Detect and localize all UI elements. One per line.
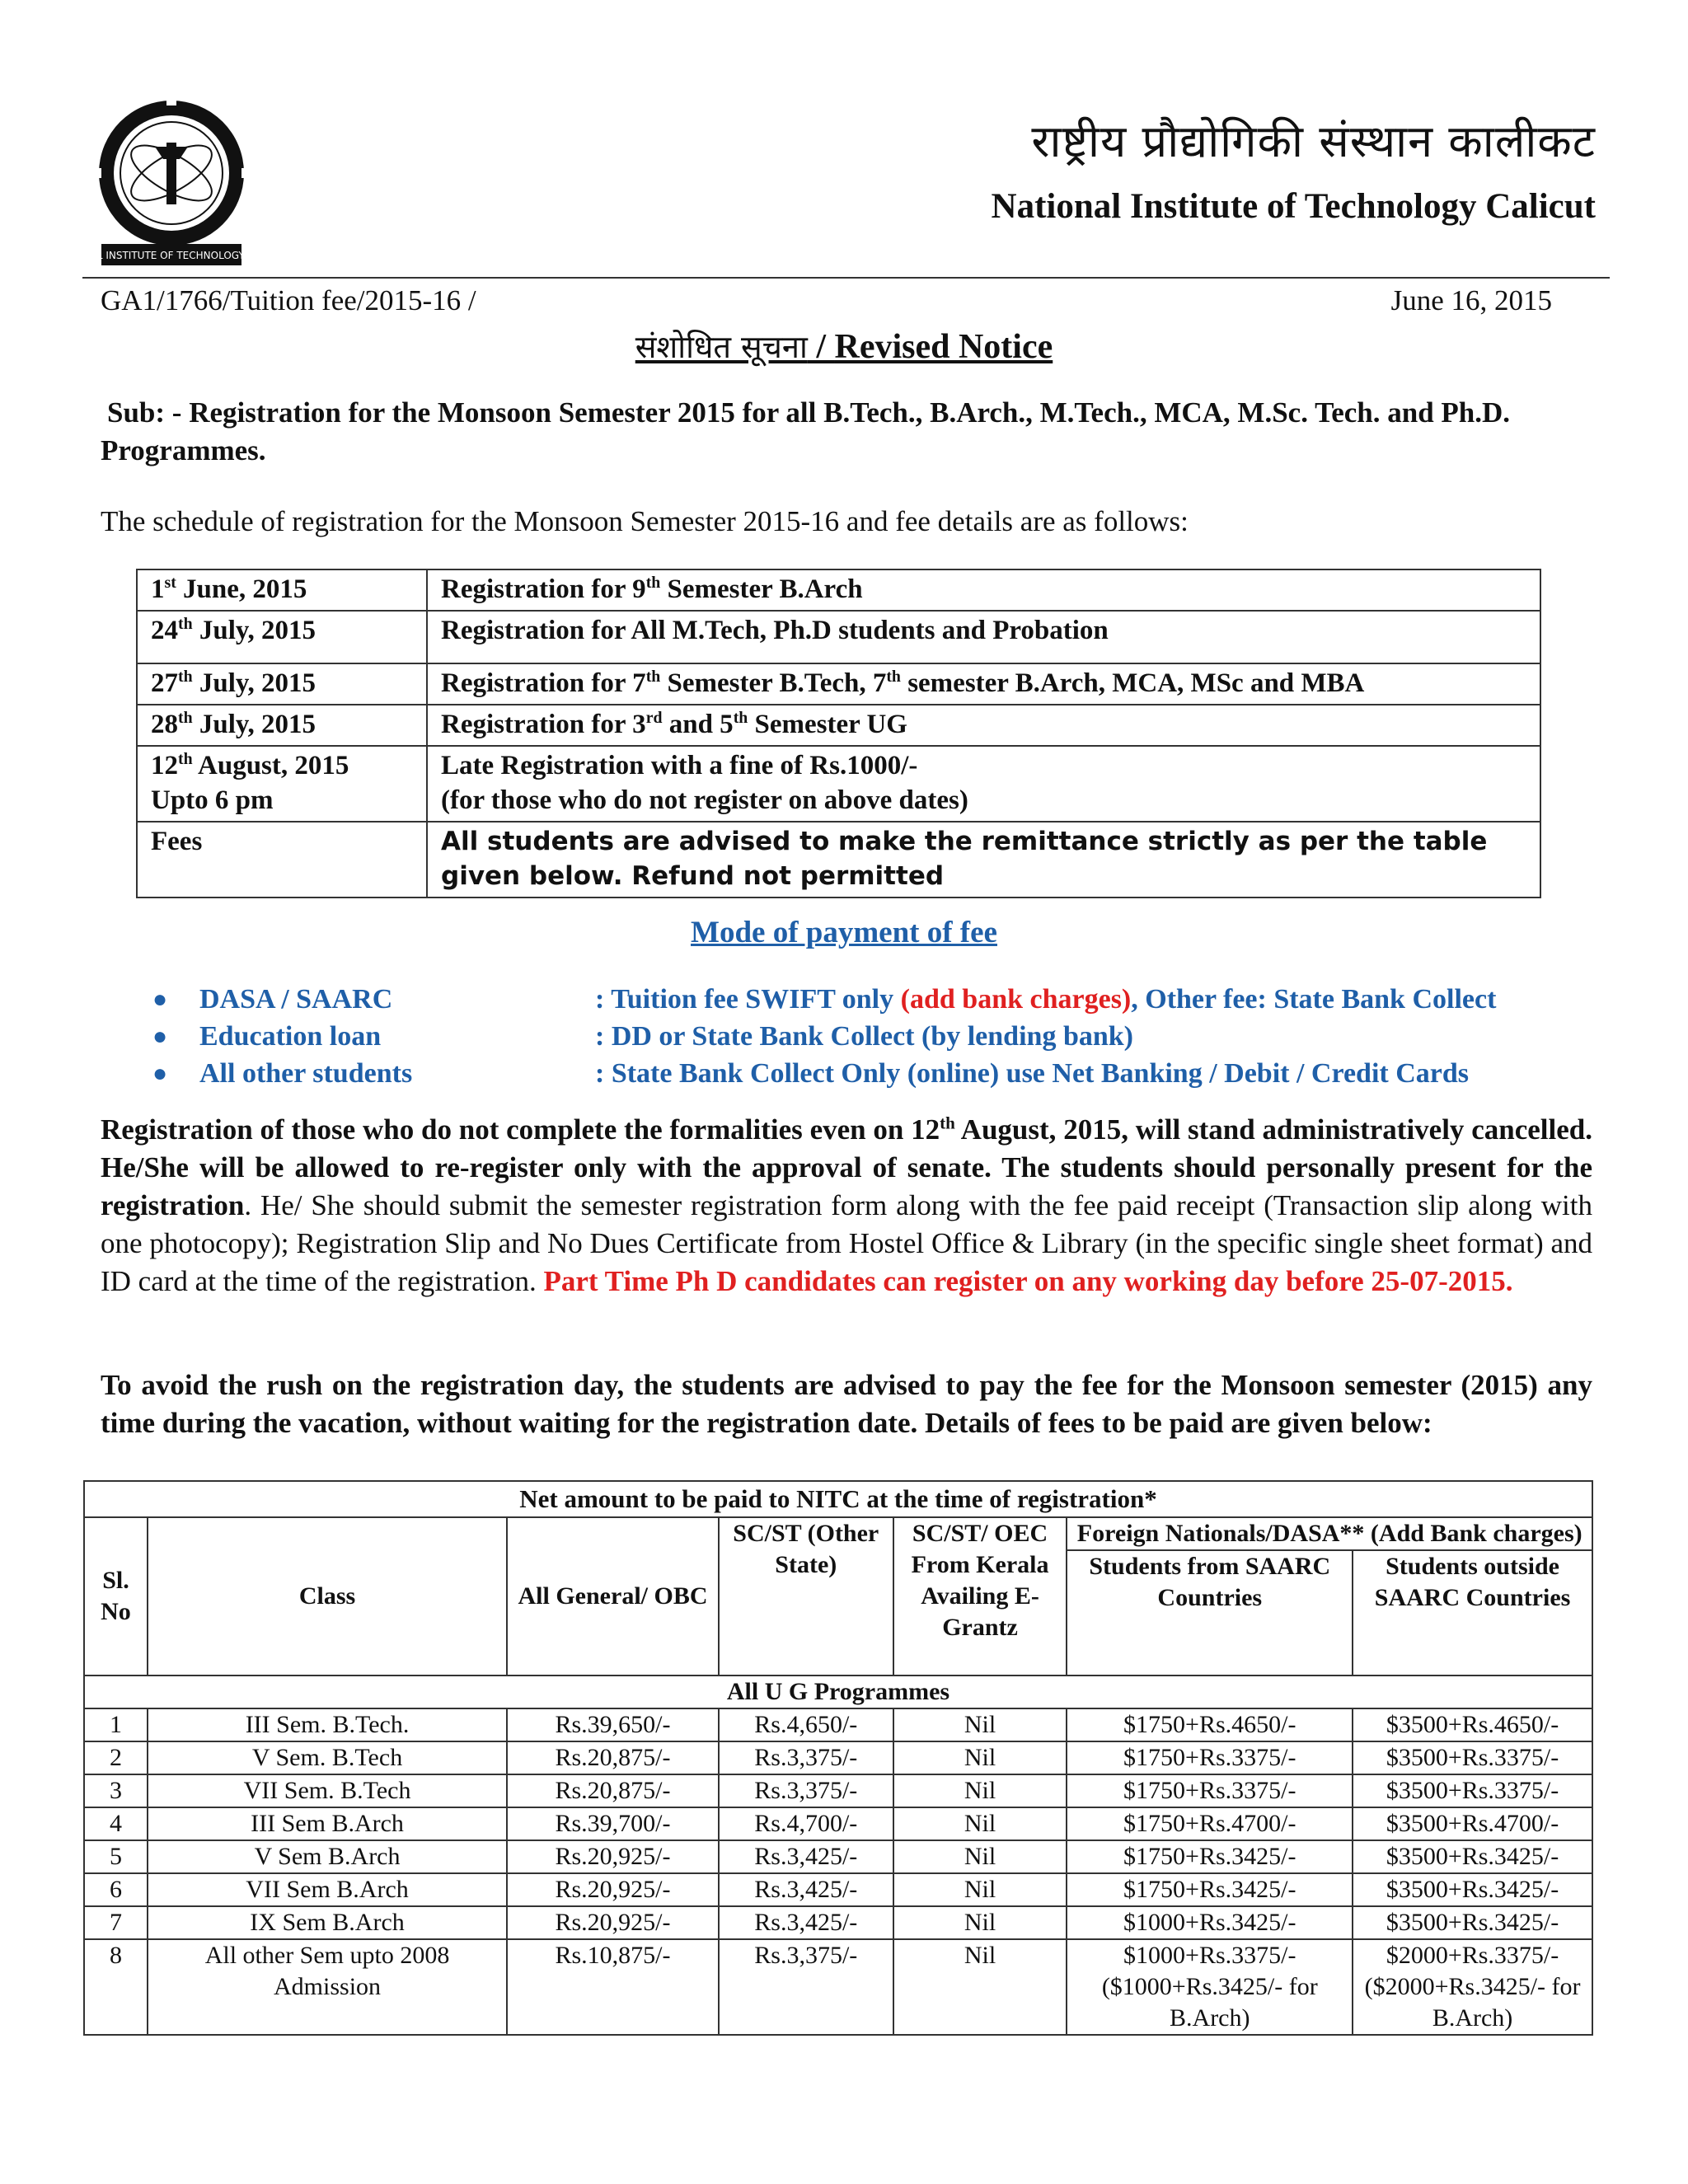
cell-general: Rs.20,925/-	[507, 1873, 719, 1906]
cell-kerala: Nil	[893, 1939, 1067, 2035]
payment-description: : Tuition fee SWIFT only (add bank charges), Other fee: State Bank Collect	[595, 983, 1497, 1015]
cell-class: VII Sem. B.Tech	[148, 1774, 507, 1807]
notice-title-hindi: संशोधित सूचना	[635, 329, 808, 365]
part-time-phd-alert: Part Time Ph D candidates can register on any working day before 25-07-2015.	[543, 1265, 1513, 1297]
nitc-logo	[53, 97, 290, 270]
table-row	[84, 1939, 1592, 2035]
cell-saarc: $1750+Rs.3375/-	[1067, 1774, 1353, 1807]
cell-kerala: Nil	[893, 1906, 1067, 1939]
col-header-outside-saarc: Students outside SAARC Countries	[1353, 1550, 1592, 1675]
notice-title	[0, 325, 1688, 368]
notice-title-english: Revised Notice	[834, 328, 1053, 366]
schedule-date: 27th July, 2015	[137, 663, 427, 705]
cell-saarc: $1750+Rs.4700/-	[1067, 1807, 1353, 1840]
schedule-date: 12th August, 2015 Upto 6 pm	[137, 746, 427, 822]
cell-general: Rs.20,925/-	[507, 1840, 719, 1873]
fees-table	[83, 1480, 1593, 2036]
institute-english-name: National Institute of Technology Calicut	[991, 187, 1596, 226]
payment-description: : DD or State Bank Collect (by lending bank)	[595, 1020, 1133, 1052]
header-divider	[82, 277, 1610, 279]
cell-general: Rs.39,700/-	[507, 1807, 719, 1840]
schedule-event: All students are advised to make the remittance strictly as per the table given below. Refund not permitted	[427, 822, 1540, 898]
table-row	[84, 1741, 1592, 1774]
cell-kerala: Nil	[893, 1807, 1067, 1840]
table-row	[84, 1517, 1592, 1550]
col-header-general: All General/ OBC	[507, 1517, 719, 1675]
cell-scst: Rs.3,375/-	[719, 1939, 893, 2035]
cell-outside: $3500+Rs.3425/-	[1353, 1906, 1592, 1939]
cell-general: Rs.20,875/-	[507, 1774, 719, 1807]
cell-saarc: $1750+Rs.3425/-	[1067, 1840, 1353, 1873]
table-row	[84, 1675, 1592, 1708]
bullet-icon: ●	[152, 985, 168, 1013]
intro-text: The schedule of registration for the Monsoon Semester 2015-16 and fee details are as follows:	[101, 505, 1189, 537]
cell-sl: 6	[84, 1873, 148, 1906]
schedule-date: 24th July, 2015	[137, 611, 427, 663]
schedule-event: Registration for All M.Tech, Ph.D students and Probation	[427, 611, 1540, 663]
cell-sl: 7	[84, 1906, 148, 1939]
col-header-class: Class	[148, 1517, 507, 1675]
cell-sl: 1	[84, 1708, 148, 1741]
table-row	[84, 1708, 1592, 1741]
cell-outside: $3500+Rs.4650/-	[1353, 1708, 1592, 1741]
institute-hindi-name: राष्ट्रीय प्रौद्योगिकी संस्थान कालीकट	[1031, 115, 1596, 167]
schedule-date: Fees	[137, 822, 427, 898]
fees-table-title: Net amount to be paid to NITC at the time of registration*	[84, 1481, 1592, 1517]
cell-scst: Rs.4,650/-	[719, 1708, 893, 1741]
cell-kerala: Nil	[893, 1774, 1067, 1807]
cell-class: VII Sem B.Arch	[148, 1873, 507, 1906]
cell-kerala: Nil	[893, 1741, 1067, 1774]
cell-scst: Rs.3,375/-	[719, 1741, 893, 1774]
cell-general: Rs.20,875/-	[507, 1741, 719, 1774]
cell-saarc: $1000+Rs.3425/-	[1067, 1906, 1353, 1939]
cell-class: III Sem B.Arch	[148, 1807, 507, 1840]
notice-date: June 16, 2015	[1390, 284, 1552, 316]
schedule-date: 1st June, 2015	[137, 569, 427, 611]
cell-sl: 2	[84, 1741, 148, 1774]
cell-sl: 3	[84, 1774, 148, 1807]
cell-class: All other Sem upto 2008 Admission	[148, 1939, 507, 2035]
cell-scst: Rs.4,700/-	[719, 1807, 893, 1840]
advance-payment-advice: To avoid the rush on the registration day, the students are advised to pay the fee for the Monsoon semester (2015) any time during the vacation, without waiting for the registration date. Details of fees to be paid are given below:	[101, 1369, 1592, 1439]
cell-sl: 8	[84, 1939, 148, 2035]
schedule-event: Registration for 7th Semester B.Tech, 7th semester B.Arch, MCA, MSc and MBA	[427, 663, 1540, 705]
table-row	[84, 1481, 1592, 1517]
schedule-table	[136, 569, 1541, 898]
table-row	[84, 1906, 1592, 1939]
cell-saarc: $1000+Rs.3375/- ($1000+Rs.3425/- for B.Arch)	[1067, 1939, 1353, 2035]
payment-description: : State Bank Collect Only (online) use Net Banking / Debit / Credit Cards	[595, 1057, 1470, 1089]
col-header-saarc: Students from SAARC Countries	[1067, 1550, 1353, 1675]
schedule-row	[137, 746, 1540, 822]
schedule-event: Registration for 3rd and 5th Semester UG	[427, 705, 1540, 746]
payment-category: DASA / SAARC	[199, 983, 393, 1015]
payment-category: All other students	[199, 1057, 413, 1089]
schedule-row	[137, 611, 1540, 663]
cell-scst: Rs.3,425/-	[719, 1840, 893, 1873]
col-header-scst-other: SC/ST (Other State)	[719, 1517, 893, 1675]
table-row	[84, 1840, 1592, 1873]
cell-scst: Rs.3,425/-	[719, 1873, 893, 1906]
cell-outside: $3500+Rs.3425/-	[1353, 1840, 1592, 1873]
col-header-sl: Sl. No	[84, 1517, 148, 1675]
notice-title-sep: /	[807, 328, 835, 366]
cell-class: IX Sem B.Arch	[148, 1906, 507, 1939]
payment-mode-title: Mode of payment of fee	[691, 916, 997, 949]
logo-motto: NATIONAL INSTITUTE OF TECHNOLOGY CALICUT	[53, 250, 290, 261]
cell-general: Rs.39,650/-	[507, 1708, 719, 1741]
table-row	[84, 1873, 1592, 1906]
schedule-row	[137, 705, 1540, 746]
cell-kerala: Nil	[893, 1708, 1067, 1741]
bullet-icon: ●	[152, 1022, 168, 1050]
reference-number: GA1/1766/Tuition fee/2015-16 /	[101, 284, 476, 316]
cell-outside: $3500+Rs.3375/-	[1353, 1774, 1592, 1807]
cell-kerala: Nil	[893, 1873, 1067, 1906]
cell-outside: $3500+Rs.3375/-	[1353, 1741, 1592, 1774]
payment-mode-list	[152, 981, 1603, 1092]
subject-line: Sub: - Registration for the Monsoon Semester 2015 for all B.Tech., B.Arch., M.Tech., MCA, M.Sc. Tech. and Ph.D. Programmes.	[101, 396, 1511, 466]
schedule-row	[137, 822, 1540, 898]
cell-outside: $3500+Rs.4700/-	[1353, 1807, 1592, 1840]
cell-saarc: $1750+Rs.4650/-	[1067, 1708, 1353, 1741]
schedule-date: 28th July, 2015	[137, 705, 427, 746]
cell-outside: $3500+Rs.3425/-	[1353, 1873, 1592, 1906]
schedule-event: Late Registration with a fine of Rs.1000/- (for those who do not register on above dates)	[427, 746, 1540, 822]
table-row	[84, 1807, 1592, 1840]
cell-scst: Rs.3,375/-	[719, 1774, 893, 1807]
cell-saarc: $1750+Rs.3425/-	[1067, 1873, 1353, 1906]
cell-saarc: $1750+Rs.3375/-	[1067, 1741, 1353, 1774]
cell-kerala: Nil	[893, 1840, 1067, 1873]
schedule-row	[137, 663, 1540, 705]
schedule-row	[137, 569, 1540, 611]
cell-sl: 4	[84, 1807, 148, 1840]
cell-class: V Sem. B.Tech	[148, 1741, 507, 1774]
col-header-scst-kerala: SC/ST/ OEC From Kerala Availing E-Grantz	[893, 1517, 1067, 1675]
cell-general: Rs.20,925/-	[507, 1906, 719, 1939]
list-item	[152, 981, 1603, 1018]
list-item	[152, 1018, 1603, 1055]
cell-sl: 5	[84, 1840, 148, 1873]
payment-category: Education loan	[199, 1020, 382, 1052]
schedule-event: Registration for 9th Semester B.Arch	[427, 569, 1540, 611]
cell-outside: $2000+Rs.3375/- ($2000+Rs.3425/- for B.Arch)	[1353, 1939, 1592, 2035]
list-item	[152, 1055, 1603, 1092]
section-header: All U G Programmes	[84, 1675, 1592, 1708]
cell-class: III Sem. B.Tech.	[148, 1708, 507, 1741]
cell-class: V Sem B.Arch	[148, 1840, 507, 1873]
registration-instructions: Registration of those who do not complete the formalities even on 12th August, 2015, will stand administratively cancelled. He/She will be allowed to re-register only with the approval of senate. The students should personally present for the registration. He/ She should submit the semester registration form along with the fee paid receipt (Transaction slip along with one photocopy); Registration Slip and No Dues Certificate from Hostel Office & Library (in the specific single sheet format) and ID card at the time of the registration. Part Time Ph D candidates can register on any working day before 25-07-2015.	[101, 1113, 1592, 1297]
cell-general: Rs.10,875/-	[507, 1939, 719, 2035]
table-row	[84, 1774, 1592, 1807]
bullet-icon: ●	[152, 1059, 168, 1087]
col-header-foreign: Foreign Nationals/DASA** (Add Bank charges)	[1067, 1517, 1592, 1550]
cell-scst: Rs.3,425/-	[719, 1906, 893, 1939]
